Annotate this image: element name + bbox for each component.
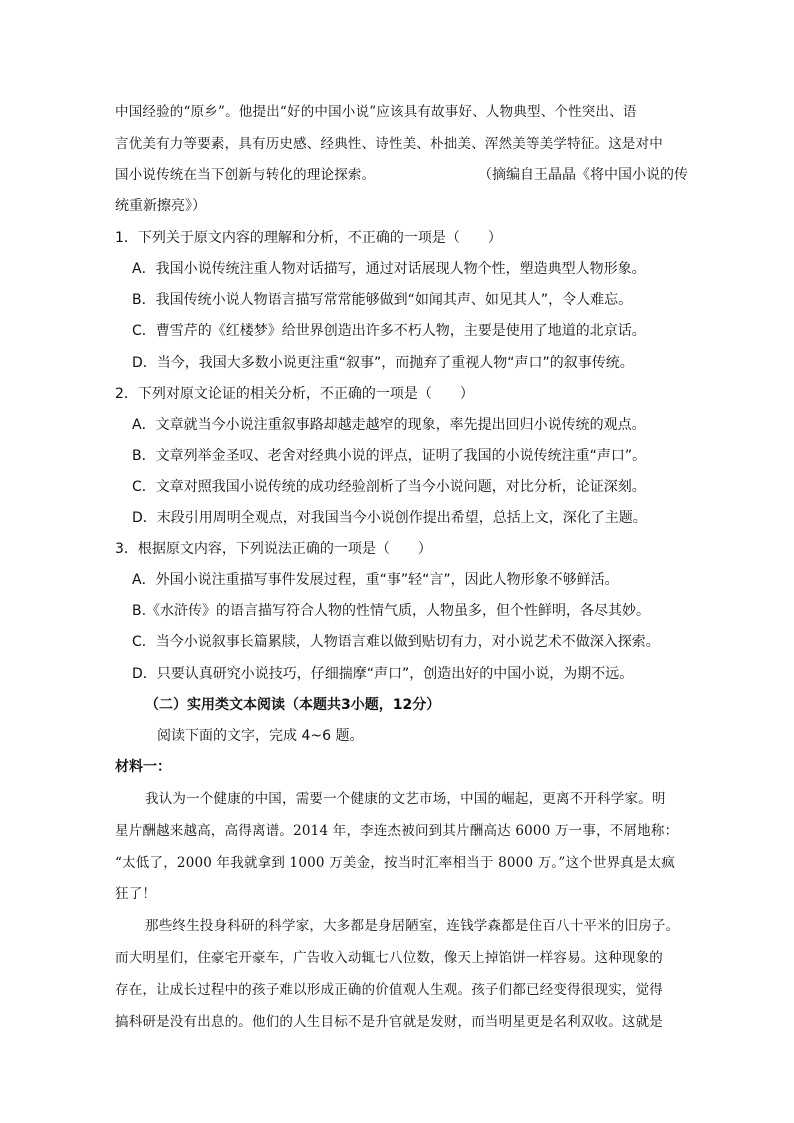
source-citation: （摘编自王晶晶《将中国小说的传 [478,167,688,183]
question-2-option-b: B．文章列举金圣叹、老舍对经典小说的评点，证明了我国的小说传统注重“声口”。 [132,448,647,464]
material-para-2-line-2: 而大明星们，住豪宅开豪车，广告收入动辄七八位数，像天上掉馅饼一样容易。这种现象的 [115,950,663,966]
question-3-option-d: D．只要认真研究小说技巧，仔细揣摩“声口”，创造出好的中国小说，为期不远。 [132,666,634,682]
material-para-1-line-1: 我认为一个健康的中国，需要一个健康的文艺市场，中国的崛起，更离不开科学家。明 [145,791,666,807]
material-para-2-line-4: 搞科研是没有出息的。他们的人生目标不是升官就是发财，而当明星更是名利双收。这就是 [115,1014,663,1030]
material-para-1-line-3: “太低了，2000 年我就拿到 1000 万美金，按当时汇率相当于 8000 万。”这个世界真是太疯 [115,855,676,871]
question-2-option-c: C．文章对照我国小说传统的成功经验剖析了当今小说问题，对比分析，论证深刻。 [132,479,646,495]
question-1-option-c: C．曹雪芹的《红楼梦》给世界创造出许多不朽人物，主要是使用了地道的北京话。 [132,323,646,339]
question-3-option-b: B.《水浒传》的语言描写符合人物的性情气质，人物虽多，但个性鲜明，各尽其妙。 [132,603,651,619]
material-para-2-line-3: 存在，让成长过程中的孩子难以形成正确的价值观人生观。孩子们都已经变得很现实，觉得 [115,982,663,998]
question-2-option-a: A．文章就当今小说注重叙事路却越走越窄的现象，率先提出回归小说传统的观点。 [132,417,646,433]
material-label: 材料一： [115,759,171,775]
material-para-1-line-4: 狂了！ [115,886,157,902]
section-instruction: 阅读下面的文字，完成 4~6 题。 [157,728,364,744]
question-1-stem: 1．下列关于原文内容的理解和分析，不正确的一项是（ ） [115,230,502,246]
source-citation-cont: 统重新擦亮》） [115,198,206,214]
question-1-option-a: A．我国小说传统注重人物对话描写，通过对话展现人物个性，塑造典型人物形象。 [132,261,646,277]
question-3-option-c: C．当今小说叙事长篇累牍，人物语言难以做到贴切有力，对小说艺术不做深入探索。 [132,634,660,650]
question-2-option-d: D．末段引用周明全观点，对我国当今小说创作提出希望，总括上文，深化了主题。 [132,510,647,526]
question-3-stem: 3．根据原文内容，下列说法正确的一项是（ ） [115,541,432,557]
intro-line-2: 言优美有力等要素，具有历史感、经典性、诗性美、朴拙美、浑然美等美学特征。这是对中 [115,136,663,152]
section-heading: （二）实用类文本阅读（本题共3小题，12分） [145,697,441,713]
intro-line-3: 国小说传统在当下创新与转化的理论探索。 [115,167,376,183]
intro-line-1: 中国经验的“原乡”。他提出“好的中国小说”应该具有故事好、人物典型、个性突出、语 [115,104,637,120]
question-1-option-b: B．我国传统小说人物语言描写常常能够做到“如闻其声、如见其人”，令人难忘。 [132,292,633,308]
question-3-option-a: A．外国小说注重描写事件发展过程，重“事”轻“言”，因此人物形象不够鲜活。 [132,572,619,588]
material-para-1-line-2: 星片酬越来越高，高得离谱。2014 年，李连杰被问到其片酬高达 6000 万一事，不屑地称： [115,823,679,839]
question-2-stem: 2．下列对原文论证的相关分析，不正确的一项是（ ） [115,386,474,402]
material-para-2-line-1: 那些终生投身科研的科学家，大多都是身居陋室，连钱学森都是住百八十平米的旧房子。 [145,918,680,934]
question-1-option-d: D．当今，我国大多数小说更注重“叙事”，而抛弃了重视人物“声口”的叙事传统。 [132,355,634,371]
